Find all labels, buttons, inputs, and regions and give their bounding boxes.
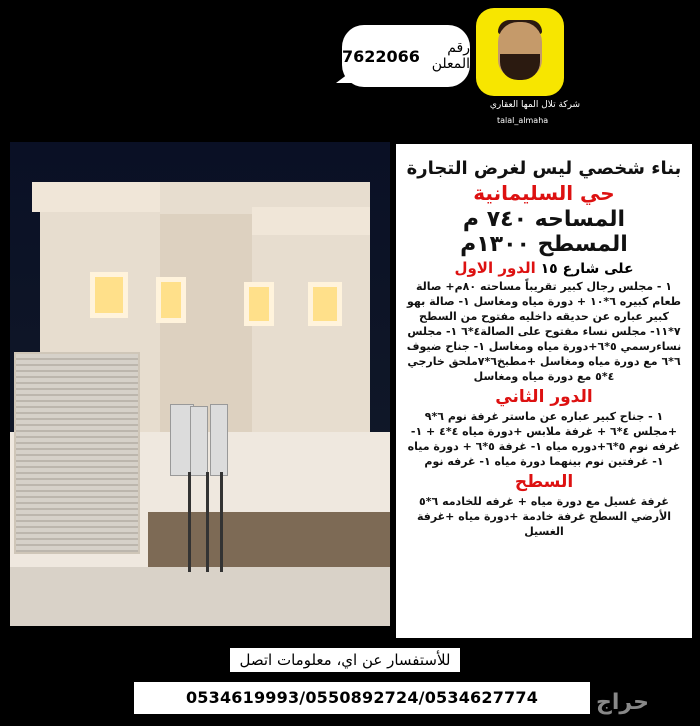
window-4 (308, 282, 342, 326)
first-floor-text: ١ - مجلس رجال كبير تقريباً مساحته ٨٠م+ صالة طعام كبيره ٦*١٠ + دورة مياه ومغاسل ١- صالة بهو كبير عباره عن حديقه داخليه مفتوح من السطح ٧*١١- مجلس نساء مفتوح على الصالة٤*٦ ١- مجلس نساءرسمي ٥*٦+دورة مياه ومغاسل ١- جناح ضيوف ٦*٦ مع دورة مياه ومغاسل +مطبخ٦*٧ملحق خارجي ٤*٥ مع دورة مياه ومغاسل (406, 280, 682, 383)
electric-meter-2 (190, 406, 208, 476)
advertiser-number: 7622066 (342, 46, 420, 66)
advertiser-label: رقم المعلن (431, 40, 470, 72)
second-floor-text: ١ - جناح كبير عباره عن ماستر غرفة نوم ٦*٩ +مجلس ٤*٦ + غرفة ملابس +دورة مياه ٤*٤ + ١- غرفه نوم ٥*٦+دوره مياه ١- غرفة ٥*٦ + دورة مياه ١- غرفتين نوم بينهما دورة مياه ١- غرفه نوم (407, 410, 681, 468)
property-photo (10, 142, 390, 626)
street-prefix: على شارع ١٥ (540, 261, 634, 277)
avatar-beard (500, 54, 540, 80)
property-info-card (394, 142, 694, 640)
meter-pipe-1 (188, 472, 191, 572)
first-floor-title: الدور الاول (454, 259, 536, 277)
electric-meter-3 (210, 404, 228, 476)
second-floor-title: الدور الثاني (495, 387, 593, 407)
window-2 (156, 277, 186, 323)
district: حي السليمانية (473, 181, 615, 205)
window-1 (90, 272, 128, 318)
meter-pipe-3 (220, 472, 223, 572)
roof-text: غرفة غسيل مع دورة مياه + غرفه للخادمه ٦*٥ الأرضي السطح غرفة خادمة +دورة مياه +غرفة الغسيل (416, 495, 672, 538)
snapcode-avatar[interactable] (476, 8, 564, 96)
house-parapet-left (32, 182, 160, 212)
company-name: شركة تلال المها العقاري (489, 100, 581, 110)
area: المساحه ٧٤٠ م (462, 207, 626, 232)
snap-handle: talal_almaha (497, 116, 549, 125)
title: بناء شخصي ليس لغرض التجارة (406, 158, 682, 179)
meter-pipe-2 (206, 472, 209, 572)
built-area: المسطح ١٣٠٠م (460, 232, 628, 257)
street-and-floor (404, 259, 684, 277)
ground (10, 567, 390, 626)
wall-base (148, 512, 390, 572)
haraj-watermark: حراج (596, 690, 649, 715)
header-banner (0, 0, 700, 128)
garage-shutter (14, 352, 140, 554)
window-3 (244, 282, 274, 326)
contact-label: للأستفسار عن اي، معلومات اتصل (230, 648, 460, 672)
phone-numbers[interactable]: 0534619993/0550892724/0534627774 (134, 682, 590, 714)
advertiser-bubble (342, 25, 470, 87)
roof-title: السطح (514, 472, 574, 492)
house-parapet-right (252, 207, 370, 235)
